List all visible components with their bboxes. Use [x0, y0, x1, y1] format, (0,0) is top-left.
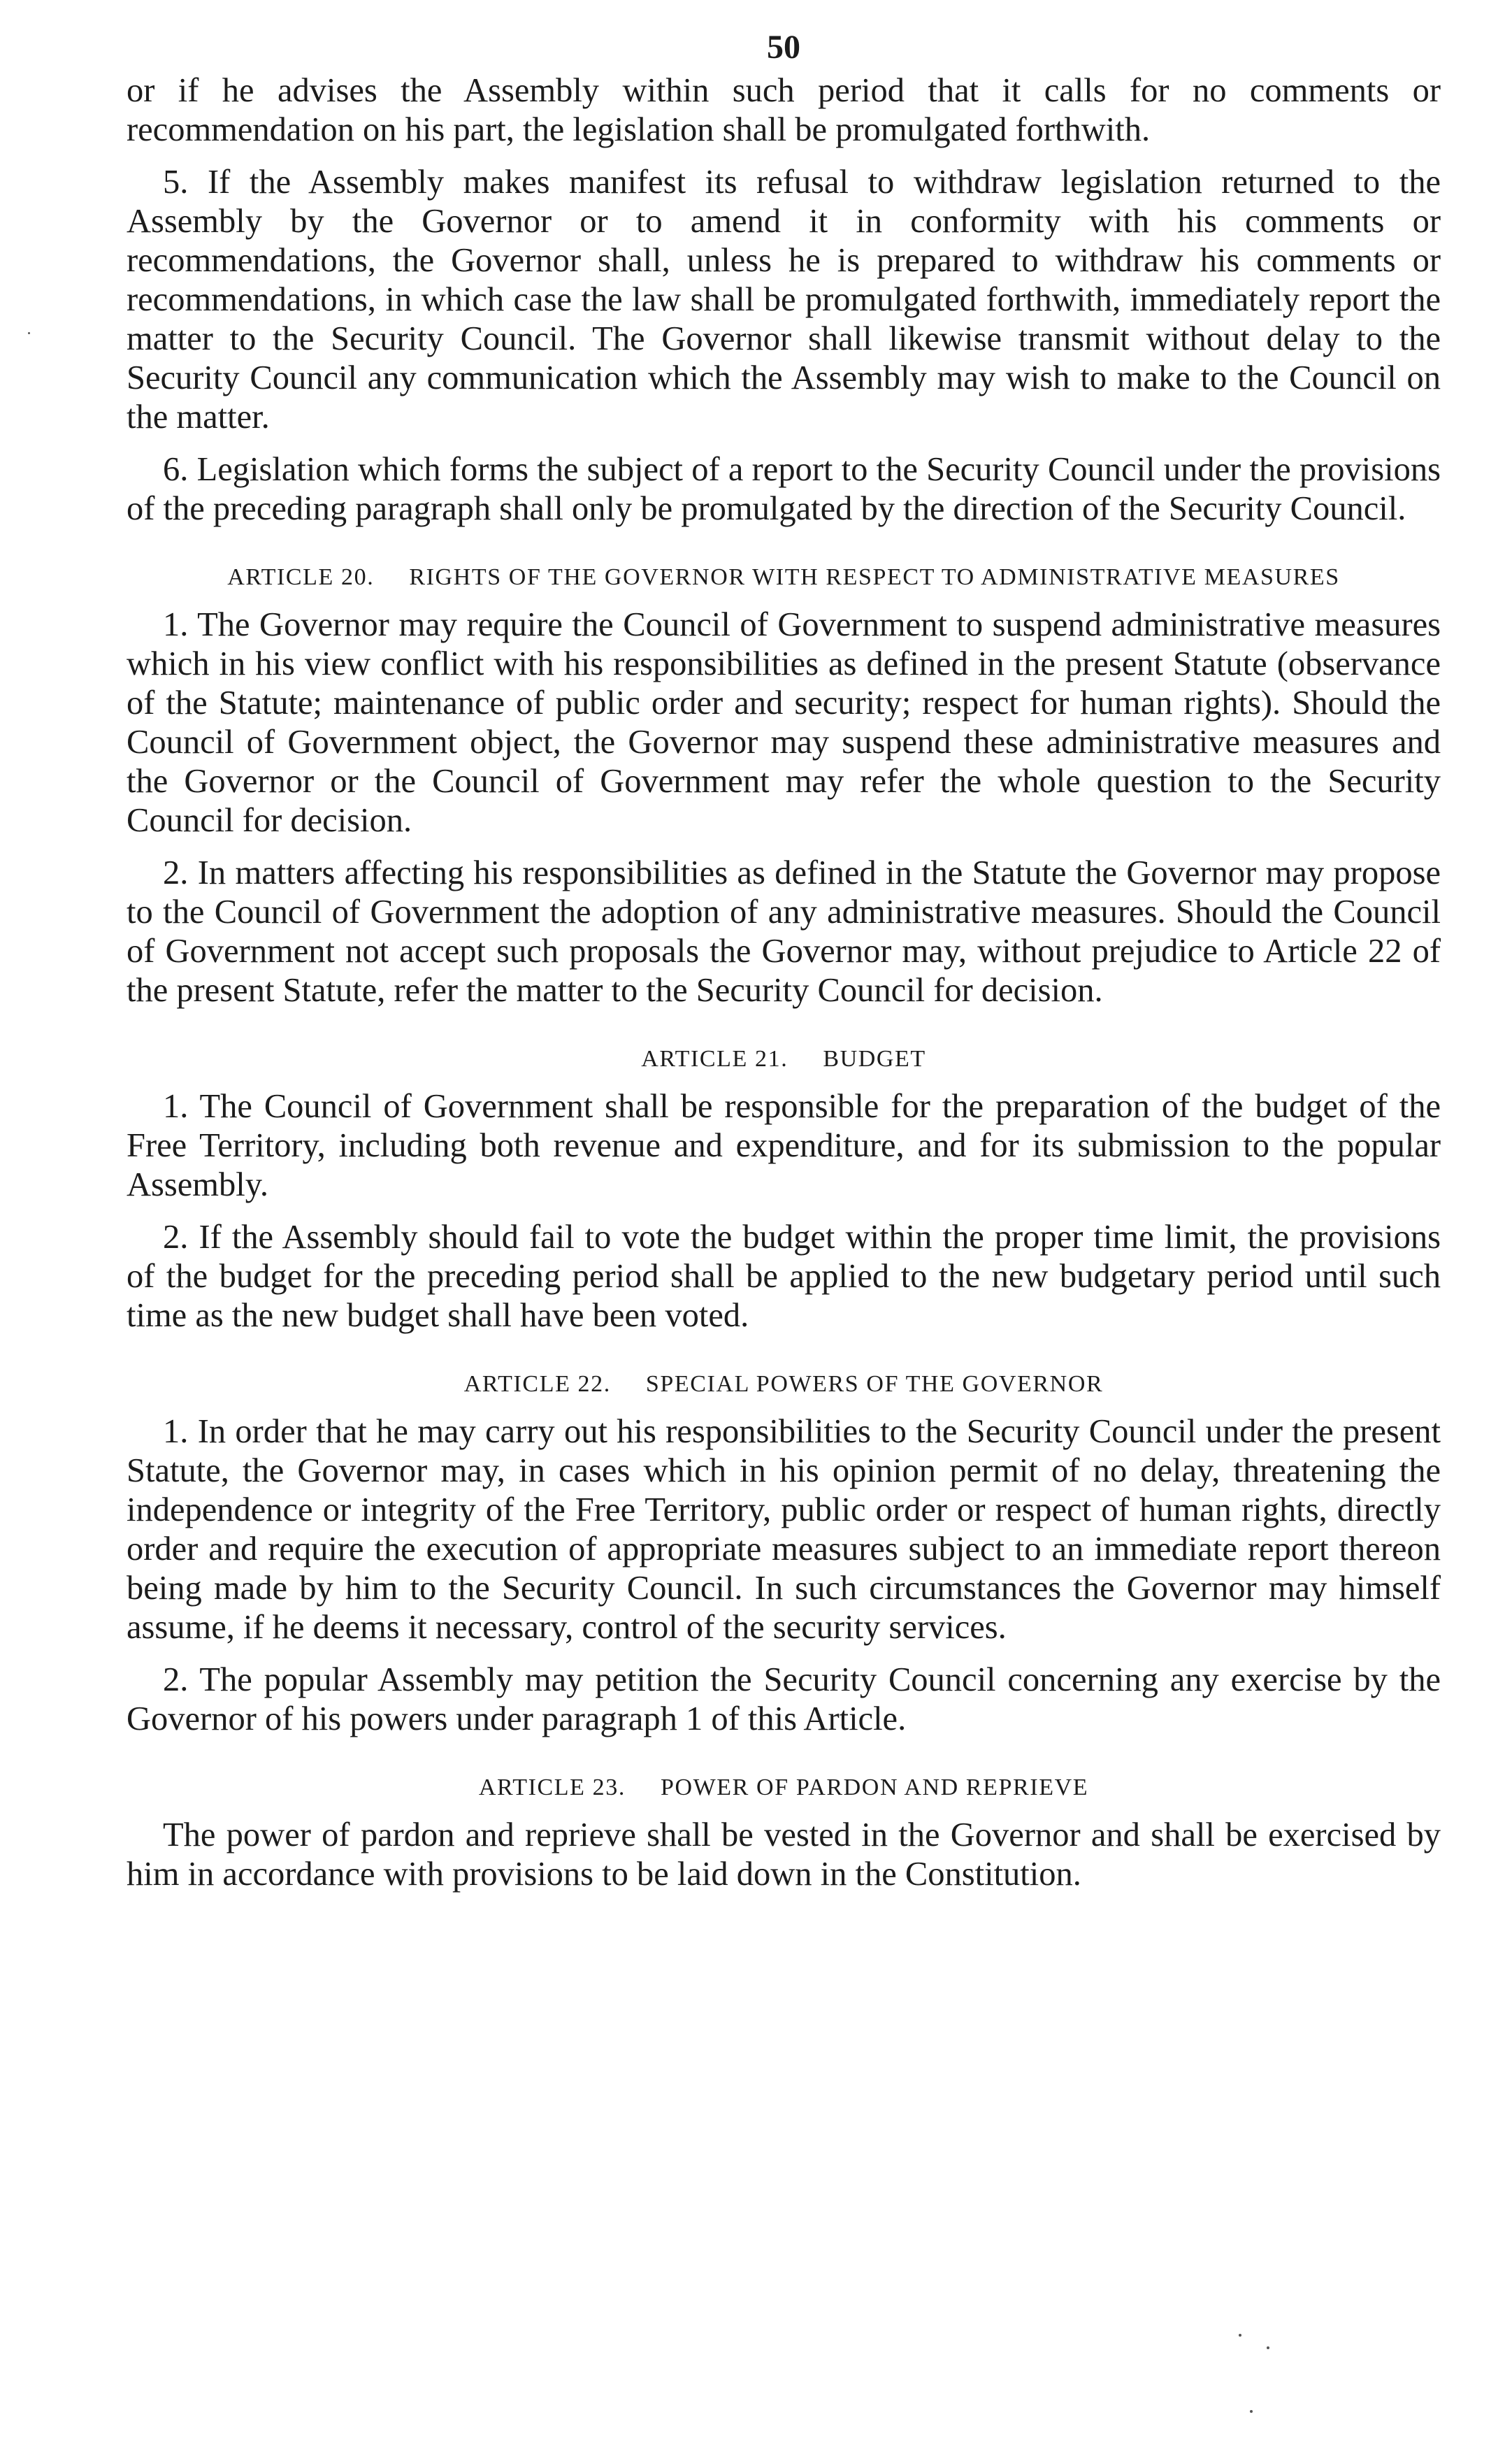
article-22-heading: [127, 1365, 1441, 1404]
article-20-paragraph-1: 1. The Governor may require the Council of Government to suspend administrative measures which in his view conflict with his responsibilities as defined in the present Statute (observance of the Statute; maintenance of public order and security; respect for human rights). Should the Council of Government object, the Governor may suspend these administrative measures and the Governor or the Council of Government may refer the whole question to the Security Council for decision.: [127, 606, 1441, 839]
article-22-title: SPECIAL POWERS OF THE GOVERNOR: [645, 1371, 1104, 1397]
paragraph-5: 5. If the Assembly makes manifest its refusal to withdraw legislation returned to the Assembly by the Governor or to amend it in conformity with his comments or recommendations, the Governor shall, unless he is prepared to withdraw his comments or recommendations, in which case the law shall be promulgated forthwith, immediately report the matter to the Security Council. The Governor shall likewise transmit without delay to the Security Council any communication which the Assembly may wish to make to the Council on the matter.: [127, 164, 1441, 436]
scan-speck: [1250, 2410, 1253, 2413]
article-21-heading: [127, 1040, 1441, 1079]
article-20-heading: [127, 558, 1441, 597]
article-23-number: ARTICLE 23.: [478, 1774, 626, 1800]
article-22-paragraph-2: 2. The popular Assembly may petition the Security Council concerning any exercise by the Governor of his powers under paragraph 1 of this Article.: [127, 1661, 1441, 1737]
article-21-paragraph-1: 1. The Council of Government shall be responsible for the preparation of the budget of the Free Territory, including both revenue and expenditure, and for its submission to the popular Assembly.: [127, 1088, 1441, 1203]
document-page: [127, 28, 1441, 1907]
scan-speck: [28, 332, 30, 334]
article-20-number: ARTICLE 20.: [227, 564, 375, 590]
article-21-title: BUDGET: [823, 1046, 926, 1072]
article-20-paragraph-2: 2. In matters affecting his responsibilities as defined in the Statute the Governor may propose to the Council of Government the adoption of any administrative measures. Should the Council of Government not accept such proposals the Governor may, without prejudice to Article 22 of the present Statute, refer the matter to the Security Council for decision.: [127, 854, 1441, 1009]
paragraph-continuation: or if he advises the Assembly within such period that it calls for no comments or recommendation on his part, the legislation shall be promulgated forthwith.: [127, 72, 1441, 148]
article-23-paragraph: The power of pardon and reprieve shall be vested in the Governor and shall be exercised by him in accordance with provisions to be laid down in the Constitution.: [127, 1816, 1441, 1893]
article-23-title: POWER OF PARDON AND REPRIEVE: [660, 1774, 1089, 1800]
article-23-heading: [127, 1768, 1441, 1807]
article-22-paragraph-1: 1. In order that he may carry out his responsibilities to the Security Council under the present Statute, the Governor may, in cases which in his opinion permit of no delay, threatening the independence or integrity of the Free Territory, public order or respect of human rights, directly order and require the execution of appropriate measures subject to an immediate report thereon being made by him to the Security Council. In such circumstances the Governor may himself assume, if he deems it necessary, control of the security services.: [127, 1413, 1441, 1646]
page-number: 50: [767, 29, 800, 66]
article-21-number: ARTICLE 21.: [641, 1046, 789, 1072]
scan-speck: [1239, 2334, 1241, 2337]
paragraph-6: 6. Legislation which forms the subject of a report to the Security Council under the provisions of the preceding paragraph shall only be promulgated by the direction of the Security Council.: [127, 451, 1441, 527]
article-21-paragraph-2: 2. If the Assembly should fail to vote the budget within the proper time limit, the provisions of the budget for the preceding period shall be applied to the new budgetary period until such time as the new budget shall have been voted.: [127, 1219, 1441, 1334]
article-22-number: ARTICLE 22.: [463, 1371, 611, 1397]
scan-speck: [1267, 2346, 1269, 2349]
article-20-title: RIGHTS OF THE GOVERNOR WITH RESPECT TO ADMINISTRATIVE MEASURES: [409, 564, 1340, 590]
